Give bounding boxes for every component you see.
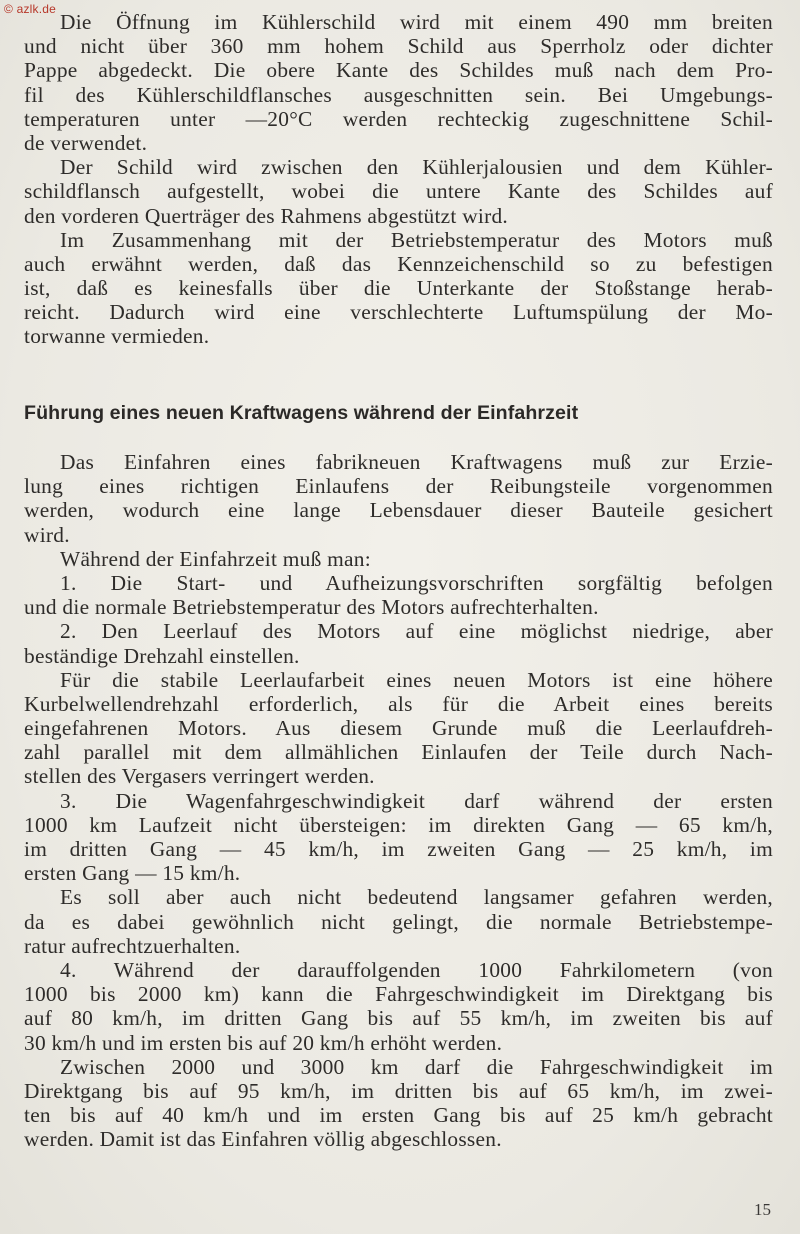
text-line: Pappe abgedeckt. Die obere Kante des Schildes muß nach dem Pro- [24, 58, 773, 83]
text-line: auf 80 km/h, im dritten Gang bis auf 55 km/h, im zweiten bis auf [24, 1006, 773, 1031]
text-line: temperaturen unter —20°C werden rechteckig zugeschnittene Schil- [24, 106, 773, 131]
text-line: werden, wodurch eine lange Lebensdauer dieser Bauteile gesichert [24, 498, 773, 523]
watermark: © azlk.de [4, 2, 56, 16]
text-line: 4. Während der darauffolgenden 1000 Fahrkilometern (von [60, 957, 773, 982]
text-line: ratur aufrechtzuerhalten. [24, 933, 241, 958]
text-line: stellen des Vergasers verringert werden. [24, 764, 375, 789]
text-line: 1000 bis 2000 km) kann die Fahrgeschwindigkeit im Direktgang bis [24, 982, 773, 1007]
text-line: 1000 km Laufzeit nicht übersteigen: im direkten Gang — 65 km/h, [24, 812, 773, 837]
text-line: zahl parallel mit dem allmählichen Einlaufen der Teile durch Nach- [24, 740, 773, 765]
text-line: ist, daß es keinesfalls über die Unterkante der Stoßstange herab- [24, 276, 773, 301]
text-line: im dritten Gang — 45 km/h, im zweiten Gang — 25 km/h, im [24, 837, 773, 861]
text-line: eingefahrenen Motors. Aus diesem Grunde muß die Leerlaufdreh- [24, 716, 773, 741]
text-line: Der Schild wird zwischen den Kühlerjalousien und dem Kühler- [60, 155, 773, 180]
text-line: 3. Die Wagenfahrgeschwindigkeit darf während der ersten [60, 788, 773, 813]
text-line: Zwischen 2000 und 3000 km darf die Fahrgeschwindigkeit im [60, 1054, 773, 1079]
paragraph-block-2 [24, 450, 773, 1151]
text-line: Es soll aber auch nicht bedeutend langsamer gefahren werden, [60, 885, 773, 910]
text-line: Das Einfahren eines fabrikneuen Kraftwagens muß zur Erzie- [60, 450, 773, 474]
text-line: Die Öffnung im Kühlerschild wird mit einem 490 mm breiten [60, 10, 773, 34]
text-line: Direktgang bis auf 95 km/h, im dritten bis auf 65 km/h, im zwei- [24, 1078, 773, 1103]
text-line: Im Zusammenhang mit der Betriebstemperatur des Motors muß [60, 227, 773, 252]
section-heading: Führung eines neuen Kraftwagens während der Einfahrzeit [24, 402, 579, 424]
text-line: beständige Drehzahl einstellen. [24, 643, 300, 668]
text-line: fil des Kühlerschildflansches ausgeschnitten sein. Bei Umgebungs- [24, 82, 773, 107]
text-line: 1. Die Start- und Aufheizungsvorschriften sorgfältig befolgen [60, 570, 773, 595]
text-line: schildflansch aufgestellt, wobei die untere Kante des Schildes auf [24, 179, 773, 204]
text-line: ersten Gang — 15 km/h. [24, 861, 241, 886]
text-line: Kurbelwellendrehzahl erforderlich, als für die Arbeit eines bereits [24, 691, 773, 716]
text-line: und die normale Betriebstemperatur des Motors aufrechterhalten. [24, 595, 599, 620]
text-line: auch erwähnt werden, daß das Kennzeichenschild so zu befestigen [24, 251, 773, 276]
text-line: 30 km/h und im ersten bis auf 20 km/h erhöht werden. [24, 1030, 503, 1055]
text-line: de verwendet. [24, 130, 148, 155]
text-line: lung eines richtigen Einlaufens der Reibungsteile vorgenommen [24, 474, 773, 499]
text-line: da es dabei gewöhnlich nicht gelingt, die normale Betriebstempe- [24, 909, 773, 934]
text-line: wird. [24, 522, 70, 547]
text-line: den vorderen Querträger des Rahmens abgestützt wird. [24, 203, 509, 228]
text-line: reicht. Dadurch wird eine verschlechterte Luftumspülung der Mo- [24, 300, 773, 325]
text-line: werden. Damit ist das Einfahren völlig abgeschlossen. [24, 1127, 502, 1152]
paragraph-block-1 [24, 10, 773, 349]
text-line: Für die stabile Leerlaufarbeit eines neuen Motors ist eine höhere [60, 667, 773, 692]
page-number: 15 [754, 1200, 771, 1219]
text-line: ten bis auf 40 km/h und im ersten Gang bis auf 25 km/h gebracht [24, 1103, 773, 1128]
text-line: 2. Den Leerlauf des Motors auf eine möglichst niedrige, aber [60, 619, 773, 644]
text-line: Während der Einfahrzeit muß man: [60, 546, 371, 571]
text-line: und nicht über 360 mm hohem Schild aus Sperrholz oder dichter [24, 34, 773, 59]
text-line: torwanne vermieden. [24, 324, 210, 349]
